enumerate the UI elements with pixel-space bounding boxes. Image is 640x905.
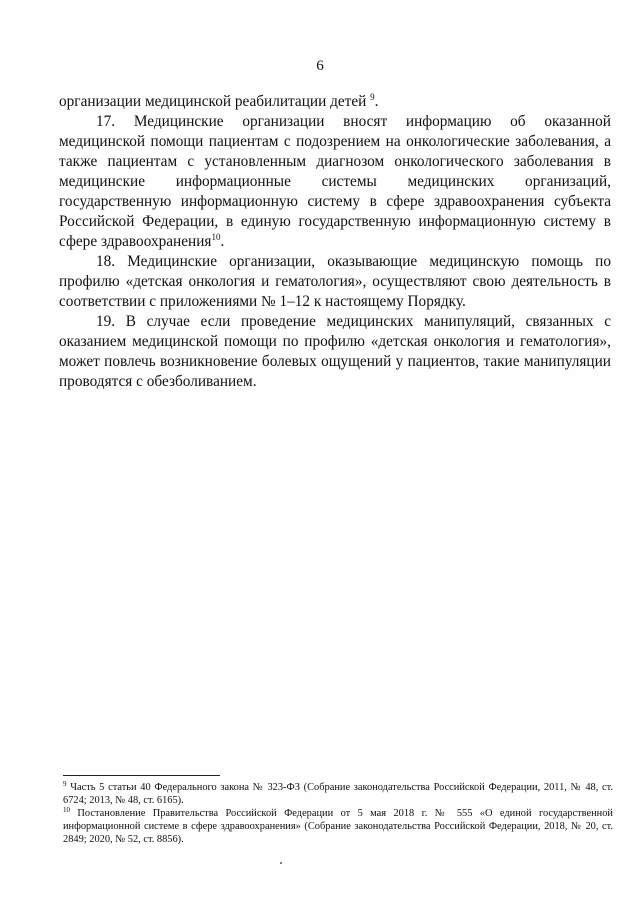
page-number: 6 <box>316 58 324 74</box>
paragraph-18: 18. Медицинские организации, оказывающие медицинскую помощь по профилю «детская онкология и гематология», осуществляют свою деятельность в соответствии с приложениями № 1–12 к настоящему Порядку. <box>59 253 611 310</box>
footnotes <box>63 781 613 846</box>
footnote-ref-10[interactable]: 10 <box>211 232 221 242</box>
footnote-9: $^9$ Часть 5 статьи 40 Федерального закона № 323-ФЗ (Собрание законодательства Российской Федерации, 2011, № 48, ст. 6724; 2013, № 48, ст. 6165). <box>63 780 613 806</box>
footnote-10: $^{10}$ Постановление Правительства Российской Федерации от 5 мая 2018 г. № 555 «О единой государственной информационной системе в сфере здравоохранения» (Собрание законодательства Российской Федерации, 2018, № 20, ст. 2849; 2020, № 52, ст. 8856). <box>63 806 613 845</box>
scan-speck <box>280 862 282 864</box>
paragraph-17: 17. Медицинские организации вносят информацию об оказанной медицинской помощи пациентам с подозрением на онкологические заболевания, а также пациентам с установленным диагнозом онкологического заболевания в медицинские информационные системы медицинских организаций, государственную информационную систему в сфере здравоохранения субъекта Российской Федерации, в единую государственную информационную систему в сфере здравоохранения$^{10}$. <box>59 113 611 250</box>
paragraph-reabilitation: организации медицинской реабилитации детей $^9$. <box>59 92 379 110</box>
main-text <box>59 92 611 392</box>
paragraph-19: 19. В случае если проведение медицинских манипуляций, связанных с оказанием медицинской помощи по профилю «детская онкология и гематология», может повлечь возникновение болевых ощущений у пациентов, такие манипуляции проводятся с обезболиванием. <box>59 313 611 390</box>
footnote-separator <box>63 775 220 776</box>
footnote-ref-9[interactable]: 9 <box>370 92 375 102</box>
